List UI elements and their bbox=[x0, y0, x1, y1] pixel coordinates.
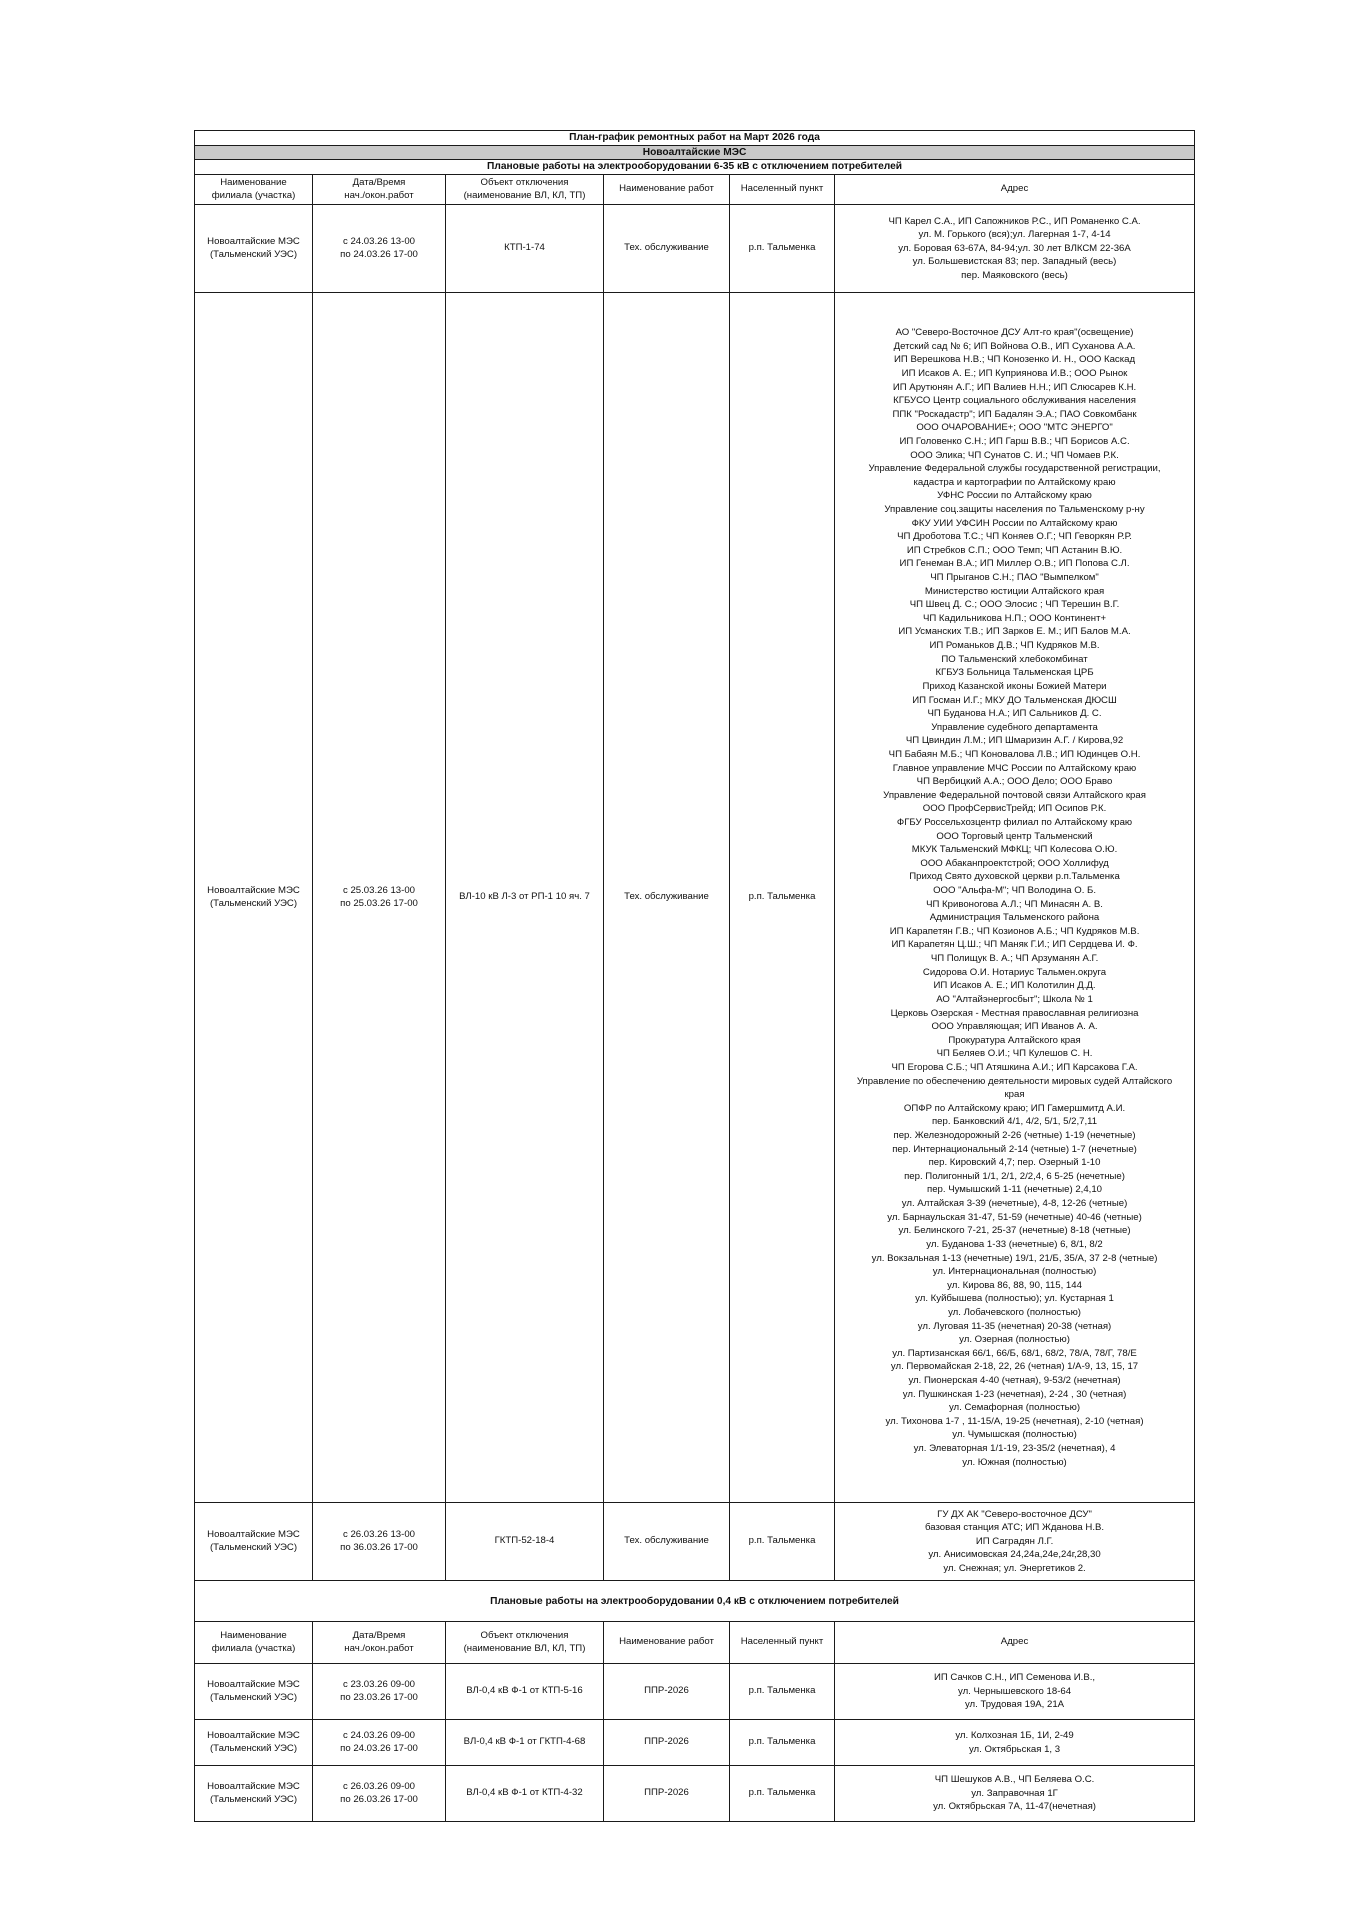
address-line: ИП Госман И.Г.; МКУ ДО Тальменская ДЮСШ bbox=[912, 694, 1117, 706]
address-line: пер. Кировский 4,7; пер. Озерный 1-10 bbox=[928, 1157, 1101, 1169]
col-date: с 24.03.26 09-00 по 24.03.26 17-00 bbox=[313, 1720, 446, 1766]
col-object: ВЛ-10 кВ Л-3 от РП-1 10 яч. 7 bbox=[446, 293, 604, 1503]
address-line: Управление по обеспечению деятельности мировых судей Алтайского bbox=[856, 1075, 1173, 1087]
address-line: ул. Снежная; ул. Энергетиков 2. bbox=[943, 1563, 1086, 1575]
address-line: ул. Алтайская 3-39 (нечетные), 4-8, 12-26 (четные) bbox=[901, 1198, 1128, 1210]
address-line: Главное управление МЧС России по Алтайскому краю bbox=[892, 762, 1137, 774]
section-title-0-4kv: Плановые работы на электрооборудовании 0,4 кВ с отключением потребителей bbox=[195, 1581, 1195, 1622]
schedule-sheet bbox=[194, 130, 1194, 1822]
address-line: Администрация Тальменского района bbox=[929, 912, 1100, 924]
address-line: Прокуратура Алтайского края bbox=[948, 1034, 1081, 1046]
address-line: ЧП Вербицкий А.А.; ООО Дело; ООО Браво bbox=[916, 776, 1113, 788]
address-line: ул. Первомайская 2-18, 22, 26 (четная) 1/А-9, 13, 15, 17 bbox=[890, 1361, 1139, 1373]
address-line: ул. М. Горького (вся);ул. Лагерная 1-7, 4-14 bbox=[918, 229, 1111, 241]
address-line: ул. Октябрьская 7А, 11-47(нечетная) bbox=[933, 1801, 1096, 1813]
address-line: Детский сад № 6; ИП Войнова О.В., ИП Суханова А.А. bbox=[893, 340, 1136, 352]
address-line: ООО "Альфа-М"; ЧП Володина О. Б. bbox=[933, 885, 1096, 897]
col-date: с 25.03.26 13-00 по 25.03.26 17-00 bbox=[313, 293, 446, 1503]
col-date: с 26.03.26 09-00 по 26.03.26 17-00 bbox=[313, 1766, 446, 1822]
document-title: План-график ремонтных работ на Март 2026 года bbox=[195, 131, 1195, 146]
section1-header-row bbox=[195, 175, 1195, 205]
address-line: Управление судебного департамента bbox=[931, 721, 1098, 733]
address-line: КГБУЗ Больница Тальменская ЦРБ bbox=[935, 667, 1094, 679]
col-work: ППР-2026 bbox=[604, 1766, 730, 1822]
col-locality: р.п. Тальменка bbox=[730, 1720, 835, 1766]
address-line: ООО Управляющая; ИП Иванов А. А. bbox=[931, 1021, 1098, 1033]
address-line: ул. Кирова 86, 88, 90, 115, 144 bbox=[947, 1279, 1082, 1291]
address-line: ИП Арутюнян А.Г.; ИП Валиев Н.Н.; ИП Слюсарев К.Н. bbox=[892, 381, 1137, 393]
branch-title: Новоалтайские МЭС bbox=[195, 145, 1195, 160]
address-line: ЧП Кривоногова А.Л.; ЧП Минасян А. В. bbox=[926, 898, 1103, 910]
col-date: с 24.03.26 13-00 по 24.03.26 17-00 bbox=[313, 205, 446, 293]
address-line: ЧП Швец Д. С.; ООО Элосис ; ЧП Терешин В.Г. bbox=[909, 599, 1120, 611]
address-line: ЧП Беляев О.И.; ЧП Кулешов С. Н. bbox=[936, 1048, 1093, 1060]
address-line: ИП Саградян Л.Г. bbox=[975, 1535, 1054, 1547]
address-line: ЧП Цвиндин Л.М.; ИП Шмаризин А.Г. / Кирова,92 bbox=[905, 735, 1124, 747]
address-line: ул. Тихонова 1-7 , 11-15/А, 19-25 (нечетная), 2-10 (четная) bbox=[885, 1415, 1144, 1427]
header-col-date: Дата/Время нач./окон.работ bbox=[313, 175, 446, 205]
col-locality: р.п. Тальменка bbox=[730, 1766, 835, 1822]
address-line: ЧП Дроботова Т.С.; ЧП Коняев О.Г.; ЧП Геворкян Р.Р. bbox=[897, 531, 1132, 543]
address-line: Сидорова О.И. Нотариус Тальмен.округа bbox=[922, 966, 1107, 978]
address-line: ООО Абаканпроектстрой; ООО Холлифуд bbox=[920, 857, 1109, 869]
address-line: Министерство юстиции Алтайского края bbox=[924, 585, 1105, 597]
col-object: ВЛ-0,4 кВ Ф-1 от КТП-4-32 bbox=[446, 1766, 604, 1822]
section2-header-row bbox=[195, 1622, 1195, 1664]
header-col-object: Объект отключения (наименование ВЛ, КЛ, ТП) bbox=[446, 175, 604, 205]
address-line: Управление соц.защиты населения по Тальменскому р-ну bbox=[884, 503, 1145, 515]
col-object: ВЛ-0,4 кВ Ф-1 от ГКТП-4-68 bbox=[446, 1720, 604, 1766]
address-line: УФНС России по Алтайскому краю bbox=[937, 490, 1092, 502]
address-line: АО "Северо-Восточное ДСУ Алт-го края"(освещение) bbox=[895, 327, 1134, 339]
col-work: Тех. обслуживание bbox=[604, 1503, 730, 1581]
address-line: КГБУСО Центр социального обслуживания населения bbox=[893, 395, 1136, 407]
address-line: ЧП Егорова С.Б.; ЧП Атяшкина А.И.; ИП Карсакова Г.А. bbox=[891, 1061, 1138, 1073]
address-line: кадастра и картографии по Алтайскому краю bbox=[913, 476, 1116, 488]
address-line: пер. Полигонный 1/1, 2/1, 2/2,4, 6 5-25 (нечетные) bbox=[904, 1170, 1125, 1182]
address-line: Церковь Озерская - Местная православная религиозна bbox=[890, 1007, 1139, 1019]
col-locality: р.п. Тальменка bbox=[730, 1503, 835, 1581]
address-line: ул. Октябрьская 1, 3 bbox=[968, 1743, 1061, 1755]
address-line: ул. Трудовая 19А, 21А bbox=[964, 1699, 1065, 1711]
address-line: ул. Заправочная 1Г bbox=[971, 1787, 1058, 1799]
address-line: ул. Барнаульская 31-47, 51-59 (нечетные) 40-46 (четные) bbox=[887, 1211, 1142, 1223]
header-col-filial: Наименование филиала (участка) bbox=[195, 1622, 313, 1664]
address-line: ООО Торговый центр Тальменский bbox=[936, 830, 1093, 842]
address-line: ул. Интернациональная (полностью) bbox=[932, 1266, 1097, 1278]
address-line: ИП Сачков С.Н., ИП Семенова И.В., bbox=[933, 1672, 1096, 1684]
address-line: пер. Маяковского (весь) bbox=[961, 270, 1068, 282]
col-object: КТП-1-74 bbox=[446, 205, 604, 293]
col-work: ППР-2026 bbox=[604, 1720, 730, 1766]
table-row bbox=[195, 205, 1195, 293]
col-address bbox=[835, 1664, 1195, 1720]
address-line: АО "Алтайэнергосбыт"; Школа № 1 bbox=[936, 993, 1093, 1005]
col-work: Тех. обслуживание bbox=[604, 205, 730, 293]
table-row bbox=[195, 1720, 1195, 1766]
col-date: с 23.03.26 09-00 по 23.03.26 17-00 bbox=[313, 1664, 446, 1720]
address-line: ИП Исаков А. Е.; ИП Колотилин Д.Д. bbox=[933, 980, 1096, 992]
address-line: ул. Боровая 63-67А, 84-94;ул. 30 лет ВЛКСМ 22-36А bbox=[898, 242, 1131, 254]
address-line: ЧП Карел С.А., ИП Сапожников Р.С., ИП Романенко С.А. bbox=[888, 215, 1141, 227]
address-line: ООО ПрофСервисТрейд; ИП Осипов Р.К. bbox=[922, 803, 1107, 815]
address-line: ИП Романьков Д.В.; ЧП Кудряков М.В. bbox=[929, 640, 1100, 652]
col-filial: Новоалтайские МЭС (Тальменский УЭС) bbox=[195, 1664, 313, 1720]
header-col-object: Объект отключения (наименование ВЛ, КЛ, ТП) bbox=[446, 1622, 604, 1664]
address-line: ПО Тальменский хлебокомбинат bbox=[941, 653, 1088, 665]
header-col-address: Адрес bbox=[835, 1622, 1195, 1664]
schedule-table bbox=[194, 130, 1195, 1822]
header-col-locality: Населенный пункт bbox=[730, 1622, 835, 1664]
address-line: ФКУ УИИ УФСИН России по Алтайскому краю bbox=[911, 517, 1118, 529]
header-col-address: Адрес bbox=[835, 175, 1195, 205]
col-address bbox=[835, 1720, 1195, 1766]
address-line: ЧП Бабаян М.Б.; ЧП Коновалова Л.В.; ИП Юдинцев О.Н. bbox=[888, 748, 1141, 760]
address-line: ул. Элеваторная 1/1-19, 23-35/2 (нечетная), 4 bbox=[913, 1443, 1116, 1455]
col-work: Тех. обслуживание bbox=[604, 293, 730, 1503]
address-line: ул. Лобачевского (полностью) bbox=[948, 1306, 1081, 1318]
address-line: пер. Банковский 4/1, 4/2, 5/1, 5/2,7,11 bbox=[931, 1116, 1098, 1128]
section-row bbox=[195, 1581, 1195, 1622]
address-line: ИП Исаков А. Е.; ИП Куприянова И.В.; ООО Рынок bbox=[901, 367, 1128, 379]
col-locality: р.п. Тальменка bbox=[730, 205, 835, 293]
address-line: ул. Белинского 7-21, 25-37 (нечетные) 8-18 (четные) bbox=[898, 1225, 1131, 1237]
col-object: ВЛ-0,4 кВ Ф-1 от КТП-5-16 bbox=[446, 1664, 604, 1720]
address-line: ОПФР по Алтайскому краю; ИП Гамершмитд А.И. bbox=[903, 1102, 1126, 1114]
section-title-6-35kv: Плановые работы на электрооборудовании 6-35 кВ с отключением потребителей bbox=[195, 160, 1195, 175]
col-locality: р.п. Тальменка bbox=[730, 1664, 835, 1720]
header-col-locality: Населенный пункт bbox=[730, 175, 835, 205]
col-address bbox=[835, 1503, 1195, 1581]
address-line: ООО Элика; ЧП Сунатов С. И.; ЧП Чомаев Р.К. bbox=[910, 449, 1119, 461]
address-line: ул. Партизанская 66/1, 66/Б, 68/1, 68/2, 78/А, 78/Г, 78/Е bbox=[892, 1347, 1137, 1359]
address-line: ППК "Роскадастр"; ИП Бадалян Э.А.; ПАО Совкомбанк bbox=[892, 408, 1137, 420]
col-filial: Новоалтайские МЭС (Тальменский УЭС) bbox=[195, 1766, 313, 1822]
address-line: ул. Пионерская 4-40 (четная), 9-53/2 (нечетная) bbox=[908, 1374, 1121, 1386]
address-line: ООО ОЧАРОВАНИЕ+; ООО "МТС ЭНЕРГО" bbox=[916, 422, 1113, 434]
address-line: Приход Свято духовской церкви р.п.Тальменка bbox=[909, 871, 1120, 883]
address-line: МКУК Тальменский МФКЦ; ЧП Колесова О.Ю. bbox=[911, 844, 1118, 856]
address-line: Управление Федеральной почтовой связи Алтайского края bbox=[883, 789, 1146, 801]
address-line: ул. Колхозная 1Б, 1И, 2-49 bbox=[955, 1730, 1074, 1742]
address-line: ул. Куйбышева (полностью); ул. Кустарная 1 bbox=[915, 1293, 1114, 1305]
address-line: ИП Головенко С.Н.; ИП Гарш В.В.; ЧП Борисов А.С. bbox=[899, 435, 1130, 447]
address-line: ФГБУ Россельхозцентр филиал по Алтайскому краю bbox=[896, 817, 1133, 828]
header-col-date: Дата/Время нач./окон.работ bbox=[313, 1622, 446, 1664]
col-filial: Новоалтайские МЭС (Тальменский УЭС) bbox=[195, 293, 313, 1503]
col-address bbox=[835, 293, 1195, 1503]
address-line: ЧП Шешуков А.В., ЧП Беляева О.С. bbox=[934, 1774, 1095, 1786]
address-line: ГУ ДХ АК "Северо-восточное ДСУ" bbox=[937, 1508, 1092, 1520]
address-line: ИП Усманских Т.В.; ИП Зарков Е. М.; ИП Балов М.А. bbox=[898, 626, 1131, 638]
col-address bbox=[835, 1766, 1195, 1822]
table-row bbox=[195, 1503, 1195, 1581]
col-filial: Новоалтайские МЭС (Тальменский УЭС) bbox=[195, 1720, 313, 1766]
address-line: ул. Большевистская 83; пер. Западный (весь) bbox=[912, 256, 1117, 268]
address-line: ул. Южная (полностью) bbox=[962, 1456, 1067, 1468]
address-line: ул. Вокзальная 1-13 (нечетные) 19/1, 21/Б, 35/А, 37 2-8 (четные) bbox=[871, 1252, 1158, 1264]
address-line: ЧП Прыганов С.Н.; ПАО "Вымпелком" bbox=[930, 572, 1099, 584]
address-line: ИП Карапетян Ц.Ш.; ЧП Маняк Г.И.; ИП Сердцева И. Ф. bbox=[891, 939, 1138, 951]
address-line: пер. Интернациональный 2-14 (четные) 1-7 (нечетные) bbox=[892, 1143, 1137, 1155]
col-work: ППР-2026 bbox=[604, 1664, 730, 1720]
address-line: ул. Семафорная (полностью) bbox=[948, 1402, 1081, 1414]
header-col-work: Наименование работ bbox=[604, 1622, 730, 1664]
col-filial: Новоалтайские МЭС (Тальменский УЭС) bbox=[195, 205, 313, 293]
address-line: ИП Генеман В.А.; ИП Миллер О.В.; ИП Попова С.Л. bbox=[899, 558, 1130, 570]
address-line: пер. Железнодорожный 2-26 (четные) 1-19 (нечетные) bbox=[893, 1130, 1136, 1142]
table-row bbox=[195, 1766, 1195, 1822]
table-row bbox=[195, 1664, 1195, 1720]
header-col-work: Наименование работ bbox=[604, 175, 730, 205]
address-line: пер. Чумышский 1-11 (нечетные) 2,4,10 bbox=[927, 1184, 1103, 1196]
address-line: ул. Озерная (полностью) bbox=[959, 1334, 1070, 1346]
col-locality: р.п. Тальменка bbox=[730, 293, 835, 1503]
address-line: ИП Стребков С.П.; ООО Темп; ЧП Астанин В.Ю. bbox=[906, 544, 1123, 556]
address-line: ЧП Полищук В. А.; ЧП Арзуманян А.Г. bbox=[930, 953, 1099, 965]
table-row bbox=[195, 293, 1195, 1503]
address-line: ул. Луговая 11-35 (нечетная) 20-38 (четная) bbox=[917, 1320, 1112, 1332]
address-line: ул. Анисимовская 24,24а,24е,24г,28,30 bbox=[928, 1549, 1101, 1561]
address-line: Приход Казанской иконы Божией Матери bbox=[922, 680, 1107, 692]
address-line: ул. Пушкинская 1-23 (нечетная), 2-24 , 30 (четная) bbox=[902, 1388, 1127, 1400]
address-line: края bbox=[1004, 1089, 1025, 1101]
address-line: ЧП Буданова Н.А.; ИП Сальников Д. С. bbox=[927, 708, 1102, 720]
col-date: с 26.03.26 13-00 по 36.03.26 17-00 bbox=[313, 1503, 446, 1581]
address-line: ИП Верешкова Н.В.; ЧП Конозенко И. Н., ООО Каскад bbox=[893, 354, 1136, 366]
address-line: ул. Чумышская (полностью) bbox=[952, 1429, 1077, 1441]
address-line: ИП Карапетян Г.В.; ЧП Козионов А.Б.; ЧП Кудряков М.В. bbox=[889, 925, 1140, 937]
header-col-filial: Наименование филиала (участка) bbox=[195, 175, 313, 205]
address-line: Управление Федеральной службы государственной регистрации, bbox=[868, 463, 1161, 475]
address-line: базовая станция АТС; ИП Жданова Н.В. bbox=[925, 1522, 1105, 1534]
col-address bbox=[835, 205, 1195, 293]
address-line: ул. Чернышевского 18-64 bbox=[958, 1685, 1072, 1697]
col-object: ГКТП-52-18-4 bbox=[446, 1503, 604, 1581]
col-filial: Новоалтайские МЭС (Тальменский УЭС) bbox=[195, 1503, 313, 1581]
address-line: ул. Буданова 1-33 (нечетные) 6, 8/1, 8/2 bbox=[926, 1238, 1103, 1250]
address-line: ЧП Кадильникова Н.П.; ООО Континент+ bbox=[922, 612, 1107, 624]
